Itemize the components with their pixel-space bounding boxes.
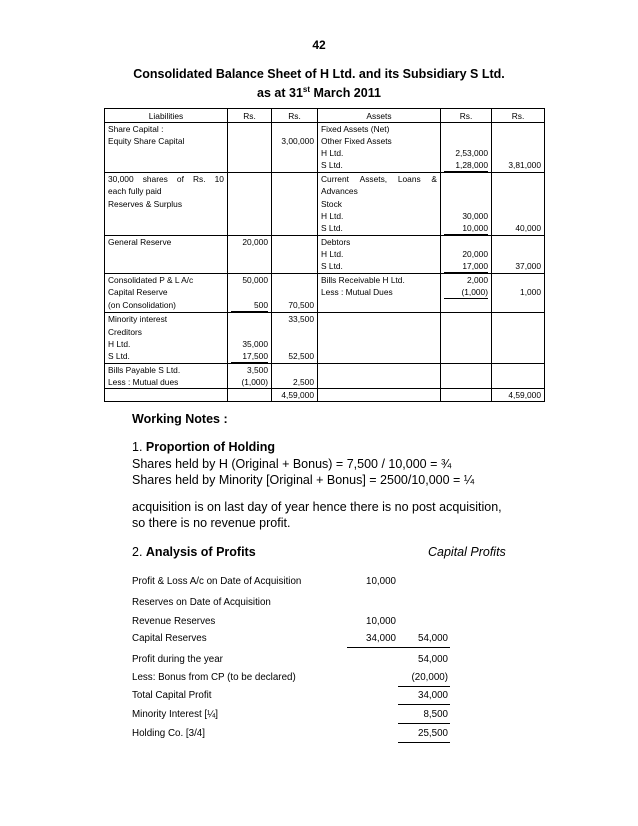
reserves-surplus-label: Reserves & Surplus	[105, 198, 228, 210]
list-item: Total Capital Profit	[132, 690, 212, 701]
table-row	[105, 326, 545, 338]
debtors-h-label: H Ltd.	[318, 248, 441, 260]
minority-interest-label: Minority interest	[105, 313, 228, 326]
profit-during-year-amount: 54,000	[418, 654, 448, 665]
less-mutual-dues-liab-label: Less : Mutual dues	[105, 376, 228, 389]
creditors-h-amount: 35,000	[228, 338, 272, 350]
stock-label: Stock	[318, 198, 441, 210]
fa-s-label: S Ltd.	[318, 159, 441, 173]
col-rs-3: Rs.	[441, 109, 492, 123]
col-rs-4: Rs.	[492, 109, 545, 123]
note-paragraph-line-2: so there is no revenue profit.	[132, 516, 291, 530]
list-item: Minority Interest [¼]	[132, 709, 219, 720]
table-row	[105, 363, 545, 376]
table-row	[105, 123, 545, 136]
holding-proportion-line: Shares held by H (Original + Bonus) = 7,500 / 10,000 = ¾	[132, 457, 452, 471]
col-liabilities: Liabilities	[105, 109, 228, 123]
consolidated-pl-label: Consolidated P & L A/c	[105, 274, 228, 287]
fa-h-label: H Ltd.	[318, 147, 441, 159]
divider	[398, 723, 450, 724]
title-line-2: as at 31st March 2011	[257, 85, 381, 101]
less-mutual-dues-liab-amount: (1,000)	[228, 376, 272, 389]
table-row	[105, 313, 545, 326]
table-row	[105, 274, 545, 287]
table-row	[105, 147, 545, 159]
list-item: Profit during the year	[132, 654, 223, 665]
current-assets-label: Current Assets, Loans &	[318, 173, 441, 186]
pl-on-acquisition-amount: 10,000	[366, 576, 396, 587]
holding-co-share-amount: 25,500	[418, 728, 448, 739]
table-row	[105, 376, 545, 389]
consolidated-pl-amount: 50,000	[228, 274, 272, 287]
capital-profits-heading: Capital Profits	[428, 545, 506, 559]
revenue-reserves-amount: 10,000	[366, 616, 396, 627]
list-item: Capital Reserves	[132, 633, 207, 644]
list-item: Profit & Loss A/c on Date of Acquisition	[132, 576, 302, 587]
debtors-s-amount: 17,000	[441, 260, 492, 274]
list-item: Holding Co. [3/4]	[132, 728, 205, 739]
fixed-assets-label: Fixed Assets (Net)	[318, 123, 441, 136]
table-row	[105, 260, 545, 274]
on-consolidation-label: (on Consolidation)	[105, 299, 228, 313]
bonus-amount: (20,000)	[411, 672, 448, 683]
table-row	[105, 338, 545, 350]
bills-payable-total: 2,500	[272, 376, 318, 389]
shares-description-line-2: each fully paid	[105, 185, 228, 197]
table-header-row	[105, 109, 545, 123]
capital-reserves-amount: 34,000	[366, 633, 396, 644]
bills-receivable-amount: 2,000	[441, 274, 492, 287]
grand-total-liabilities: 4,59,000	[272, 388, 318, 401]
less-mutual-dues-assets-label: Less : Mutual Dues	[318, 286, 441, 299]
creditors-s-amount: 17,500	[228, 350, 272, 364]
fa-s-amount: 1,28,000	[441, 159, 492, 173]
table-row	[105, 350, 545, 364]
debtors-total: 37,000	[492, 260, 545, 274]
divider	[398, 704, 450, 705]
col-assets: Assets	[318, 109, 441, 123]
note-paragraph-line-1: acquisition is on last day of year hence there is no post acquisition,	[132, 500, 502, 514]
capital-reserve-label: Capital Reserve	[105, 286, 228, 299]
shares-description-line-1: 30,000 shares of Rs. 10	[105, 173, 228, 186]
debtors-h-amount: 20,000	[441, 248, 492, 260]
general-reserve-label: General Reserve	[105, 235, 228, 248]
section-2-heading: 2. Analysis of Profits	[132, 545, 256, 559]
table-row	[105, 198, 545, 210]
col-rs-2: Rs.	[272, 109, 318, 123]
minority-proportion-line: Shares held by Minority [Original + Bonus] = 2500/10,000 = ¼	[132, 473, 475, 487]
less-mutual-dues-assets-amount: (1,000)	[441, 286, 492, 299]
balance-sheet-table	[104, 108, 545, 402]
table-row	[105, 248, 545, 260]
bills-payable-label: Bills Payable S Ltd.	[105, 363, 228, 376]
stock-s-amount: 10,000	[441, 222, 492, 236]
col-rs-1: Rs.	[228, 109, 272, 123]
table-row	[105, 210, 545, 222]
table-row	[105, 299, 545, 313]
grand-total-assets: 4,59,000	[492, 388, 545, 401]
list-item: Less: Bonus from CP (to be declared)	[132, 672, 296, 683]
minority-interest-share-amount: 8,500	[423, 709, 448, 720]
bills-receivable-label: Bills Receivable H Ltd.	[318, 274, 441, 287]
table-row	[105, 159, 545, 173]
capital-reserves-total: 54,000	[418, 633, 448, 644]
fa-h-amount: 2,53,000	[441, 147, 492, 159]
section-1-heading: 1. Proportion of Holding	[132, 440, 276, 454]
table-row	[105, 173, 545, 186]
reserves-total: 70,500	[272, 299, 318, 313]
equity-share-capital-label: Equity Share Capital	[105, 135, 228, 147]
divider	[398, 686, 450, 687]
divider	[398, 742, 450, 743]
creditors-total: 52,500	[272, 350, 318, 364]
stock-h-label: H Ltd.	[318, 210, 441, 222]
debtors-s-label: S Ltd.	[318, 260, 441, 274]
list-item: Reserves on Date of Acquisition	[132, 597, 271, 608]
stock-s-label: S Ltd.	[318, 222, 441, 236]
grand-total-row	[105, 388, 545, 401]
list-item: Revenue Reserves	[132, 616, 216, 627]
bills-receivable-total: 1,000	[492, 286, 545, 299]
table-row	[105, 222, 545, 236]
minority-interest-amount: 33,500	[272, 313, 318, 326]
page-title	[0, 66, 638, 101]
stock-h-amount: 30,000	[441, 210, 492, 222]
creditors-s-label: S Ltd.	[105, 350, 228, 364]
fa-total: 3,81,000	[492, 159, 545, 173]
bills-payable-amount: 3,500	[228, 363, 272, 376]
table-row	[105, 235, 545, 248]
general-reserve-amount: 20,000	[228, 235, 272, 248]
total-capital-profit-amount: 34,000	[418, 690, 448, 701]
creditors-h-label: H Ltd.	[105, 338, 228, 350]
stock-total: 40,000	[492, 222, 545, 236]
on-consolidation-amount: 500	[228, 299, 272, 313]
divider	[347, 647, 450, 648]
advances-label: Advances	[318, 185, 441, 197]
table-row	[105, 185, 545, 197]
debtors-label: Debtors	[318, 235, 441, 248]
title-line-1: Consolidated Balance Sheet of H Ltd. and its Subsidiary S Ltd.	[133, 67, 505, 81]
equity-share-capital-amount: 3,00,000	[272, 135, 318, 147]
table-row	[105, 286, 545, 299]
other-fixed-assets-label: Other Fixed Assets	[318, 135, 441, 147]
table-row	[105, 135, 545, 147]
creditors-label: Creditors	[105, 326, 228, 338]
share-capital-label: Share Capital :	[105, 123, 228, 136]
page-number: 42	[312, 38, 326, 52]
working-notes-title: Working Notes :	[132, 412, 228, 426]
